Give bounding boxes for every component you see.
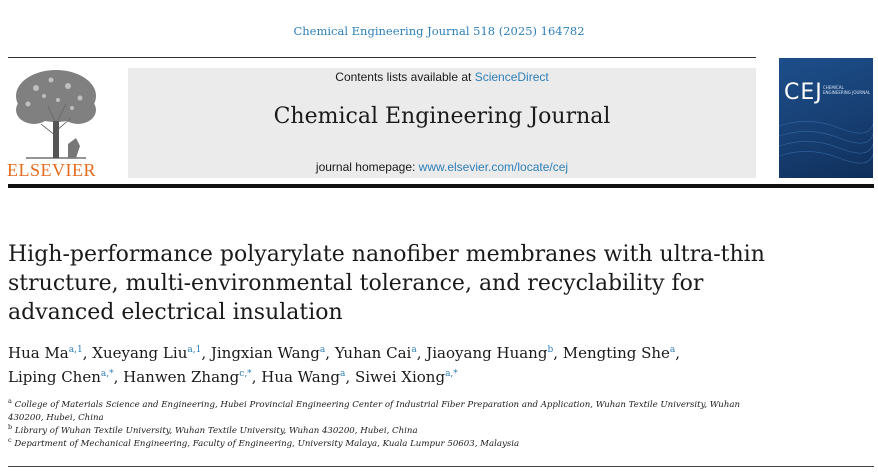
cover-art-icon: [779, 116, 873, 178]
author-affiliation-mark[interactable]: a,1: [68, 345, 83, 355]
affiliation-mark: a: [8, 397, 12, 406]
author-separator: ,: [325, 344, 335, 362]
author-list: [8, 341, 868, 389]
author-affiliation-mark[interactable]: a: [411, 345, 417, 355]
affiliation-list: [8, 399, 768, 451]
homepage-prefix: journal homepage:: [315, 160, 419, 174]
affiliation-text: Department of Mechanical Engineering, Faculty of Engineering, University Malaya, Kuala Lumpur 50603, Malaysia: [14, 439, 520, 449]
contents-line: [128, 70, 756, 84]
author-name[interactable]: Yuhan Cai: [334, 344, 412, 362]
author-name[interactable]: Liping Chen: [8, 368, 101, 386]
author-separator: ,: [416, 344, 427, 362]
author-affiliation-mark[interactable]: a,*: [100, 369, 114, 379]
header-rule: [8, 57, 756, 58]
author-affiliation-mark[interactable]: a,*: [445, 369, 458, 379]
contents-prefix: Contents lists available at: [335, 70, 475, 84]
article-title: High-performance polyarylate nanofiber membranes with ultra-thin structure, multi-environmental tolerance, and recyclability for advanced electrical insulation: [8, 242, 765, 325]
author-name[interactable]: Hanwen Zhang: [123, 368, 240, 386]
author-affiliation-mark[interactable]: a: [669, 345, 676, 355]
publisher-wordmark: ELSEVIER: [7, 160, 96, 180]
author-affiliation-mark[interactable]: a: [340, 369, 346, 379]
author-separator: ,: [553, 344, 563, 362]
author-affiliation-mark[interactable]: c,*: [239, 369, 252, 379]
affiliation-text: College of Materials Science and Engineering, Hubei Provincial Engineering Center of Industrial Fiber Preparation and Application, Wuhan Textile University, Wuhan 430200, Hubei, China: [8, 400, 741, 423]
author-name[interactable]: Hua Ma: [8, 344, 69, 362]
author-name[interactable]: Hua Wang: [261, 368, 341, 386]
affiliation-mark: c: [8, 436, 12, 445]
journal-title: Chemical Engineering Journal: [273, 104, 611, 129]
affiliation-text: Library of Wuhan Textile University, Wuhan Textile University, Wuhan 430200, Hubei, China: [14, 426, 418, 436]
affiliation-item: [8, 399, 768, 425]
author-name[interactable]: Siwei Xiong: [354, 368, 446, 386]
affiliation-mark: b: [8, 423, 13, 432]
author-separator: ,: [82, 344, 93, 362]
homepage-link[interactable]: www.elsevier.com/locate/cej: [418, 160, 569, 174]
author-separator: ,: [345, 368, 355, 386]
author-separator: ,: [201, 344, 211, 362]
author-affiliation-mark[interactable]: b: [547, 345, 554, 355]
author-name[interactable]: Jingxian Wang: [210, 344, 320, 362]
author-affiliation-mark[interactable]: a,1: [187, 345, 202, 355]
section-rule: [8, 466, 874, 467]
author-separator: ,: [113, 368, 124, 386]
homepage-line: [128, 160, 756, 174]
header-thick-rule: [8, 184, 874, 188]
journal-cover[interactable]: [779, 58, 873, 178]
journal-citation[interactable]: Chemical Engineering Journal 518 (2025) 164782: [293, 24, 585, 38]
author-name[interactable]: Jiaoyang Huang: [426, 344, 548, 362]
sciencedirect-link[interactable]: ScienceDirect: [474, 70, 549, 84]
author-separator: ,: [251, 368, 262, 386]
cover-journal-name: CHEMICAL ENGINEERING JOURNAL: [823, 85, 871, 95]
author-name[interactable]: Xueyang Liu: [92, 344, 188, 362]
tree-icon: [6, 66, 106, 161]
affiliation-item: [8, 425, 768, 438]
author-separator: ,: [675, 344, 681, 362]
cover-abbrev: CEJ: [784, 80, 823, 105]
affiliation-item: [8, 438, 768, 451]
author-affiliation-mark[interactable]: a: [319, 345, 326, 355]
author-name[interactable]: Mengting She: [562, 344, 670, 362]
journal-banner: [128, 68, 756, 178]
